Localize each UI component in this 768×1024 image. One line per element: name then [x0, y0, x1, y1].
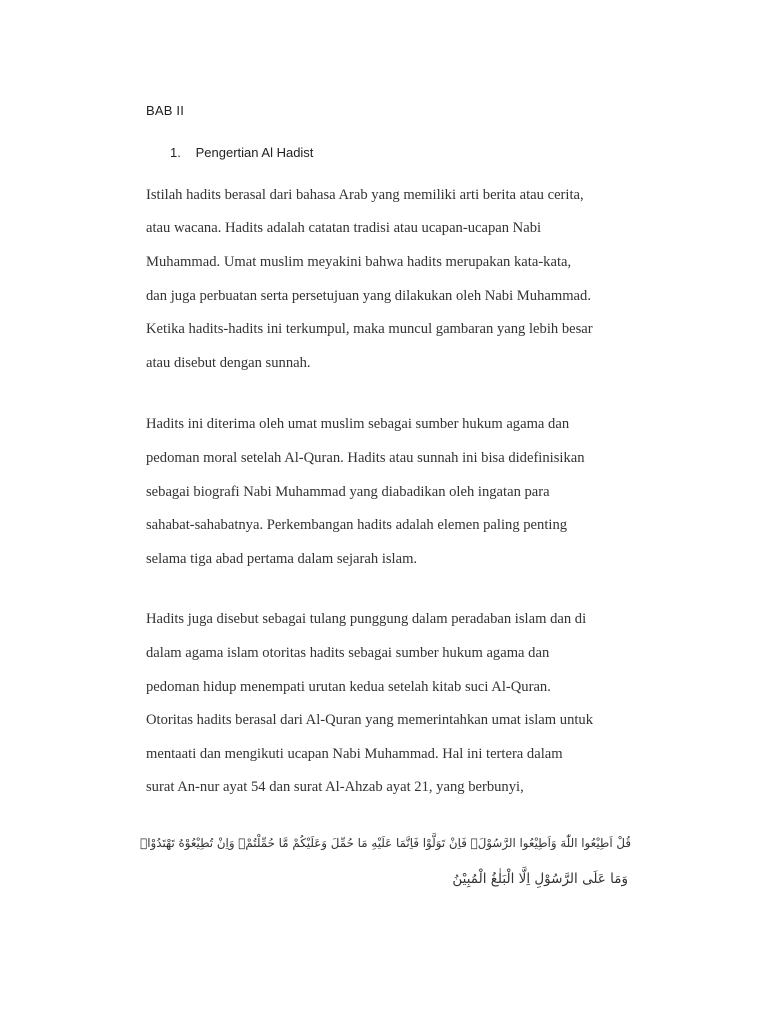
paragraph-line: Hadits juga disebut sebagai tulang punggung dalam peradaban islam dan di: [146, 611, 587, 627]
paragraph-line: surat An-nur ayat 54 dan surat Al-Ahzab ayat 21, yang berbunyi,: [146, 779, 524, 795]
paragraph-line: pedoman hidup menempati urutan kedua setelah kitab suci Al-Quran.: [146, 679, 551, 695]
section-title: Pengertian Al Hadist: [195, 145, 314, 160]
paragraph-line: atau wacana. Hadits adalah catatan tradisi atau ucapan-ucapan Nabi: [146, 220, 542, 236]
paragraph-line: Ketika hadits-hadits ini terkumpul, maka muncul gambaran yang lebih besar: [146, 321, 593, 337]
paragraph-line: pedoman moral setelah Al-Quran. Hadits atau sunnah ini bisa didefinisikan: [146, 450, 585, 466]
chapter-heading: BAB II: [146, 103, 185, 118]
section-heading: [170, 145, 313, 160]
paragraph-line: Hadits ini diterima oleh umat muslim sebagai sumber hukum agama dan: [146, 416, 570, 432]
paragraph-line: Muhammad. Umat muslim meyakini bahwa hadits merupakan kata-kata,: [146, 254, 572, 270]
paragraph-line: selama tiga abad pertama dalam sejarah islam.: [146, 551, 418, 567]
arabic-verse-line: قُلْ اَطِيْعُوا اللّٰهَ وَاَطِيْعُوا الرَّسُوْلَۚ فَاِنْ تَوَلَّوْا فَاِنَّمَا عَلَيْهِ مَا حُمِّلَ وَعَلَيْكُمْ مَّا حُمِّلْتُمْۗ وَاِنْ تُطِيْعُوْهُ تَهْتَدُوْاۗ: [140, 836, 631, 850]
paragraph-line: atau disebut dengan sunnah.: [146, 355, 311, 371]
paragraph-line: sahabat-sahabatnya. Perkembangan hadits adalah elemen paling penting: [146, 517, 568, 533]
paragraph-line: dan juga perbuatan serta persetujuan yang dilakukan oleh Nabi Muhammad.: [146, 288, 591, 304]
paragraph-line: mentaati dan mengikuti ucapan Nabi Muhammad. Hal ini tertera dalam: [146, 746, 563, 762]
paragraph-line: Otoritas hadits berasal dari Al-Quran yang memerintahkan umat islam untuk: [146, 712, 594, 728]
paragraph-line: dalam agama islam otoritas hadits sebagai sumber hukum agama dan: [146, 645, 550, 661]
paragraph-line: sebagai biografi Nabi Muhammad yang diabadikan oleh ingatan para: [146, 484, 550, 500]
paragraph-line: Istilah hadits berasal dari bahasa Arab yang memiliki arti berita atau cerita,: [146, 187, 584, 203]
arabic-verse-line: وَمَا عَلَى الرَّسُوْلِ اِلَّا الْبَلٰغُ الْمُبِيْنُ: [452, 871, 628, 887]
section-number: 1.: [170, 145, 181, 160]
